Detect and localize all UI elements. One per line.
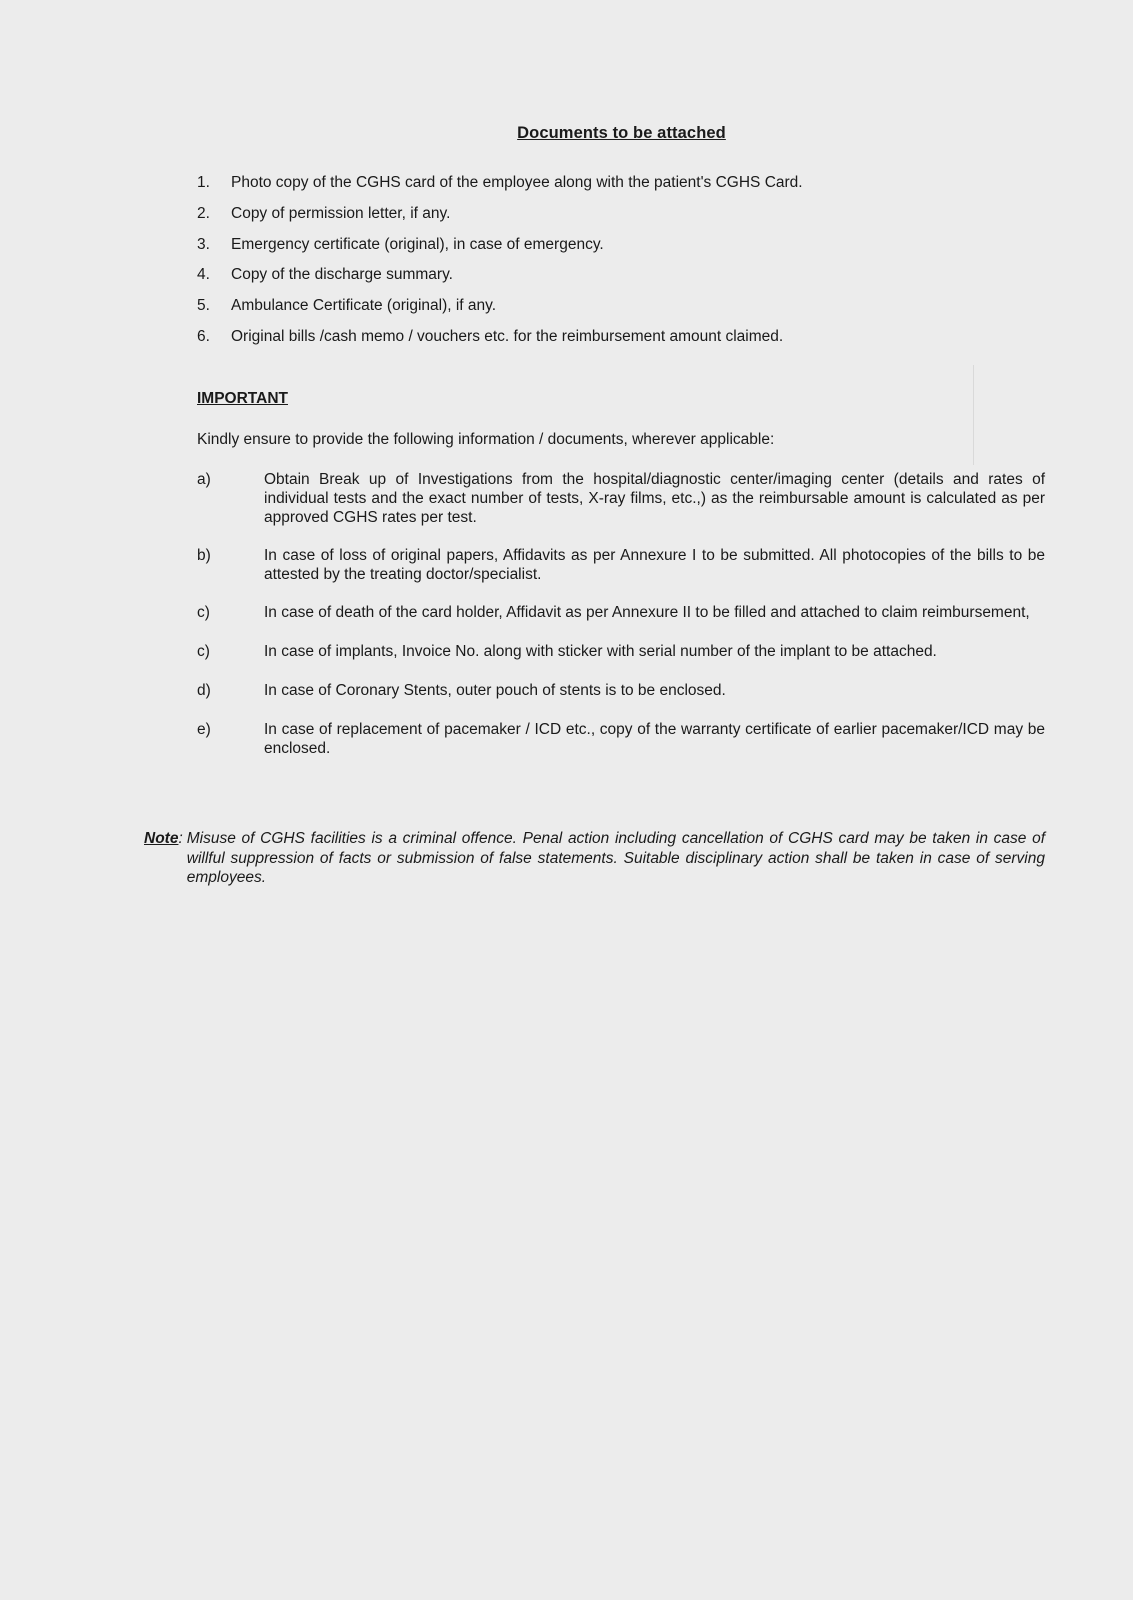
item-letter: b) [197, 547, 211, 564]
item-text: In case of Coronary Stents, outer pouch of stents is to be enclosed. [264, 682, 726, 699]
documents-list [197, 173, 1057, 358]
item-number: 3. [197, 235, 210, 253]
list-item [197, 235, 1057, 266]
item-text: Ambulance Certificate (original), if any. [231, 297, 497, 315]
item-letter: c) [197, 643, 210, 660]
item-number: 5. [197, 297, 210, 315]
important-heading: IMPORTANT [197, 390, 288, 407]
item-text: Photo copy of the CGHS card of the employee along with the patient's CGHS Card. [231, 174, 803, 191]
note-colon: : [178, 830, 183, 847]
list-item [197, 296, 1057, 327]
item-text: Copy of permission letter, if any. [231, 204, 451, 222]
item-number: 6. [197, 327, 210, 345]
list-item [197, 546, 1045, 584]
note-text: Misuse of CGHS facilities is a criminal offence. Penal action including cancellation of CGHS card may be taken in case of willful suppression of facts or submission of false statements. Suitable disciplinary action shall be taken in case of serving employees. [186, 830, 1045, 886]
item-letter: a) [197, 471, 211, 488]
note-block [144, 829, 1045, 888]
item-letter: e) [197, 721, 211, 738]
list-item [197, 265, 1057, 296]
important-intro: Kindly ensure to provide the following information / documents, wherever applicable: [197, 431, 775, 448]
item-text: In case of death of the card holder, Affidavit as per Annexure II to be filled and attached to claim reimbursement, [264, 604, 1030, 621]
list-item [197, 327, 1057, 358]
list-item [197, 642, 1045, 661]
important-list [197, 470, 1045, 758]
list-item [197, 681, 1045, 700]
item-number: 1. [197, 174, 210, 191]
list-item [197, 720, 1045, 758]
item-letter: c) [197, 604, 210, 621]
item-number: 4. [197, 266, 210, 284]
item-text: Original bills /cash memo / vouchers etc. for the reimbursement amount claimed. [231, 327, 784, 345]
list-item [197, 173, 1057, 204]
list-item [197, 470, 1045, 527]
item-text: In case of replacement of pacemaker / ICD etc., copy of the warranty certificate of earlier pacemaker/ICD may be enclosed. [264, 721, 1045, 757]
item-text: Emergency certificate (original), in case of emergency. [231, 235, 604, 253]
scan-artifact-line [973, 365, 974, 465]
item-text: In case of implants, Invoice No. along with sticker with serial number of the implant to be attached. [264, 643, 937, 660]
list-item [197, 204, 1057, 235]
list-item [197, 603, 1045, 622]
item-text: Obtain Break up of Investigations from the hospital/diagnostic center/imaging center (details and rates of individual tests and the exact number of tests, X-ray films, etc.,) as the reimbursable amount is calculated as per approved CGHS rates per test. [264, 471, 1045, 526]
item-letter: d) [197, 682, 211, 699]
item-number: 2. [197, 204, 210, 222]
note-label: Note [144, 830, 179, 847]
item-text: Copy of the discharge summary. [231, 266, 453, 284]
item-text: In case of loss of original papers, Affidavits as per Annexure I to be submitted. All photocopies of the bills to be attested by the treating doctor/specialist. [264, 547, 1045, 583]
page-title: Documents to be attached [517, 124, 726, 142]
